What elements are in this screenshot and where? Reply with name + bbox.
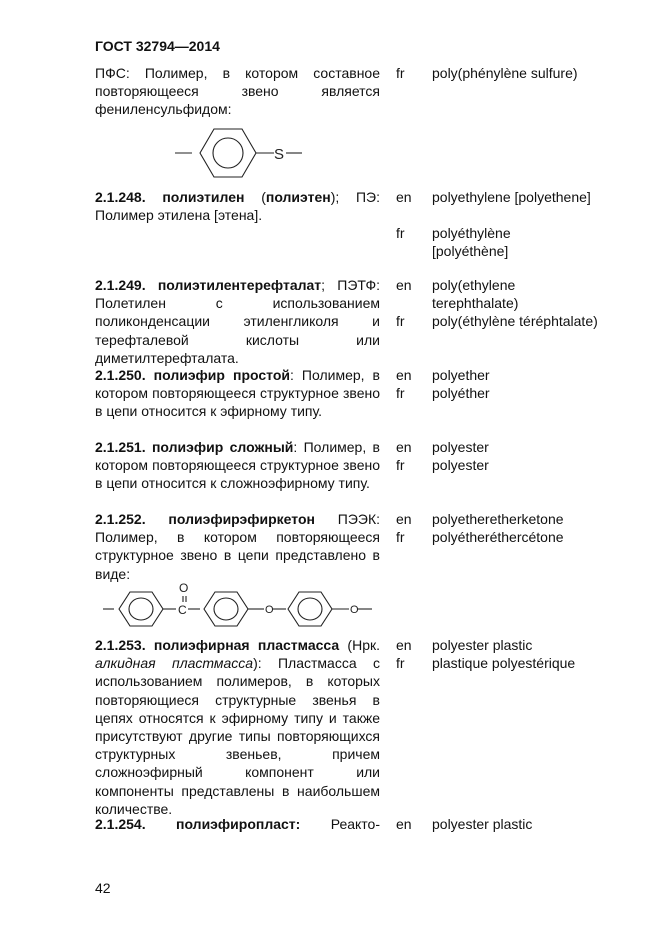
definition-text: ПЭТФ: Полетилен с использованием поликонденсации этиленгликоля и терефталевой кислоты или диметилтерефталата.: [95, 277, 381, 366]
term-number: 2.1.251.: [95, 439, 146, 455]
term: полиэфирная пластмасса: [153, 637, 340, 653]
punctuation: :: [293, 439, 298, 455]
translation: polyetheretherketone: [432, 511, 564, 527]
lang-code: fr: [396, 529, 405, 545]
translation: polyether: [432, 367, 490, 383]
lang-code: en: [396, 367, 412, 383]
abbreviation: ); ПЭ:: [330, 189, 380, 205]
term-number: 2.1.249.: [95, 277, 146, 293]
translation: poly(éthylène téréphtalate): [432, 313, 598, 329]
definition: [95, 636, 380, 818]
definition: 2.1.248. полиэтилен (полиэтен); ПЭ: Полимер этилена [этена].: [95, 189, 380, 224]
lang-code: en: [396, 189, 412, 205]
term-synonym: полиэтен: [265, 189, 331, 205]
carbonyl-oxygen-label: O: [179, 581, 189, 595]
definition-text: Полимер этилена [этена].: [95, 207, 263, 224]
structure-peek: [100, 578, 380, 638]
translation: polyester plastic: [432, 816, 533, 832]
lang-code: fr: [396, 457, 405, 473]
ether-oxygen-label: O: [265, 604, 274, 616]
term-number: 2.1.254.: [95, 816, 146, 832]
lang-code: fr: [396, 65, 405, 81]
structure-polyphenylene-sulfide: [170, 118, 310, 188]
translation: plastique polyestérique: [432, 655, 576, 671]
definition: [95, 276, 380, 367]
definition: [95, 438, 380, 493]
translation: polyester plastic: [432, 637, 533, 653]
lang-code: fr: [396, 313, 405, 329]
lang-code: en: [396, 439, 412, 455]
deprecated-term: алкидная пластмасса: [95, 655, 254, 672]
note-prefix: (Нрк.: [339, 637, 381, 653]
definition: [95, 815, 380, 833]
abbreviation: ПФС:: [95, 65, 130, 81]
definition: [95, 510, 380, 583]
page-number: 42: [95, 880, 111, 896]
translation: polyethylene [polyethene]: [432, 189, 591, 205]
term-number: 2.1.250.: [95, 367, 146, 383]
carbonyl-carbon-label: C: [178, 603, 187, 617]
definition-text: Полимер, в котором повторяющееся структурное звено в цепи относится к эфирному типу.: [95, 367, 380, 420]
term: полиэтилен: [162, 189, 245, 205]
lang-code: en: [396, 816, 412, 832]
ether-oxygen-label: O: [350, 604, 359, 616]
translation: polyétheréthercétone: [432, 529, 564, 545]
term-number: 2.1.252.: [95, 511, 146, 527]
document-header: ГОСТ 32794—2014: [95, 38, 220, 54]
term: полиэфиропласт:: [176, 816, 301, 832]
definition: [95, 64, 380, 119]
definition: [95, 366, 380, 421]
translation: poly(phénylène sulfure): [432, 65, 578, 81]
translation: polyester: [432, 439, 489, 455]
definition-text: ПЭЭК: Полимер, в котором повторяющееся структурное звено в цепи представлено в виде:: [95, 511, 381, 582]
lang-code: fr: [396, 225, 405, 241]
lang-code: fr: [396, 385, 405, 401]
translation: polyéthylène [polyéthène]: [432, 225, 511, 260]
term: полиэфир сложный: [151, 439, 294, 455]
definition-text: Полимер, в котором повторяющееся структурное звено в цепи относится к сложноэфирному типу.: [95, 439, 380, 492]
term: полиэтилентерефталат: [157, 277, 322, 293]
term-number: 2.1.253.: [95, 637, 146, 653]
punctuation: ;: [321, 277, 326, 293]
punctuation: :: [289, 367, 294, 383]
lang-code: en: [396, 277, 412, 293]
lang-code: en: [396, 637, 412, 653]
sulfur-label: S: [274, 146, 285, 163]
term: полиэфирэфиркетон: [168, 511, 315, 527]
term: полиэфир простой: [153, 367, 290, 383]
definition-text: Реакто-: [300, 816, 380, 832]
term-number: 2.1.248.: [95, 189, 146, 205]
lang-code: en: [396, 511, 412, 527]
definition-text: Пластмасса с использованием полимеров, в которых повторяющиеся структурные звенья в цепях относятся к эфирному типу и также присутствуют другие типы повторяющихся структурных звеньев, причем сложноэфирный компонент или компоненты представлены в наибольшем количестве.: [95, 655, 380, 817]
translation: poly(ethylene terephthalate): [432, 277, 519, 312]
translation: polyéther: [432, 385, 490, 401]
translation: polyester: [432, 457, 489, 473]
punctuation: ):: [253, 655, 262, 672]
definition-text: Полимер, в котором составное повторяющееся звено является фениленсульфидом:: [95, 65, 380, 118]
lang-code: fr: [396, 655, 405, 671]
